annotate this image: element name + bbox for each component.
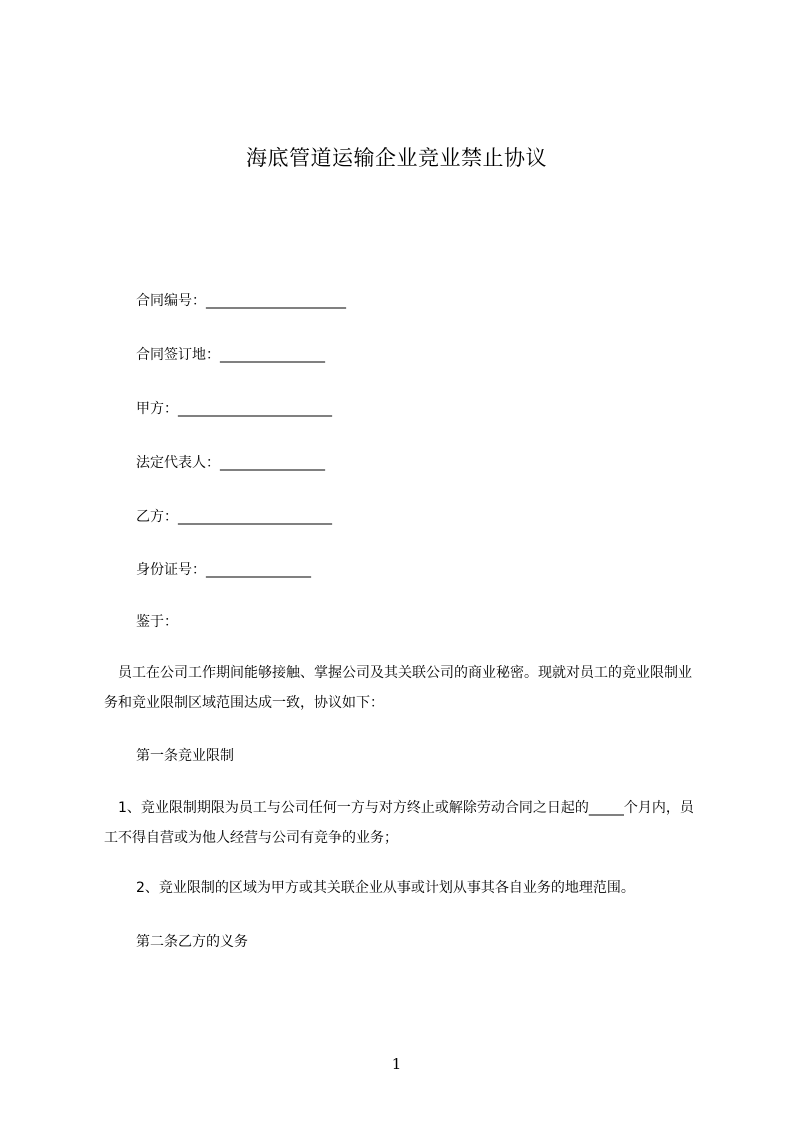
legal-representative-label: 法定代表人： — [136, 455, 220, 471]
whereas-label: 鉴于： — [136, 614, 178, 630]
signing-place-field — [136, 345, 325, 365]
party-b-blank: ______________________ — [178, 509, 332, 525]
page-number: 1 — [391, 1055, 402, 1073]
party-b-label: 乙方： — [136, 509, 178, 525]
signing-place-blank: _______________ — [220, 347, 325, 363]
article-2-heading: 第二条乙方的义务 — [136, 934, 248, 950]
party-a-blank: ______________________ — [178, 401, 332, 417]
article-1-heading: 第一条竞业限制 — [136, 748, 234, 764]
party-a-field — [136, 399, 332, 419]
contract-number-label: 合同编号： — [136, 293, 206, 309]
article-1-clause-1: 1、竞业限制期限为员工与公司任何一方与对方终止或解除劳动合同之日起的_____个月内，员工不得自营或为他人经营与公司有竞争的业务； — [104, 800, 694, 846]
party-b-field — [136, 507, 332, 527]
article-1-clause-2: 2、竞业限制的区域为甲方或其关联企业从事或计划从事其各自业务的地理范围。 — [136, 880, 635, 896]
contract-number-blank: ____________________ — [206, 293, 346, 309]
signing-place-label: 合同签订地： — [136, 347, 220, 363]
id-number-field — [136, 560, 311, 580]
party-a-label: 甲方： — [136, 401, 178, 417]
intro-paragraph: 员工在公司工作期间能够接触、掌握公司及其关联公司的商业秘密。现就对员工的竞业限制业务和竞业限制区域范围达成一致，协议如下： — [104, 665, 692, 711]
id-number-label: 身份证号： — [136, 562, 206, 578]
page-title: 海底管道运输企业竞业禁止协议 — [246, 146, 547, 170]
id-number-blank: _______________ — [206, 562, 311, 578]
legal-representative-field — [136, 453, 325, 473]
legal-representative-blank: _______________ — [220, 455, 325, 471]
contract-number-field — [136, 291, 346, 311]
